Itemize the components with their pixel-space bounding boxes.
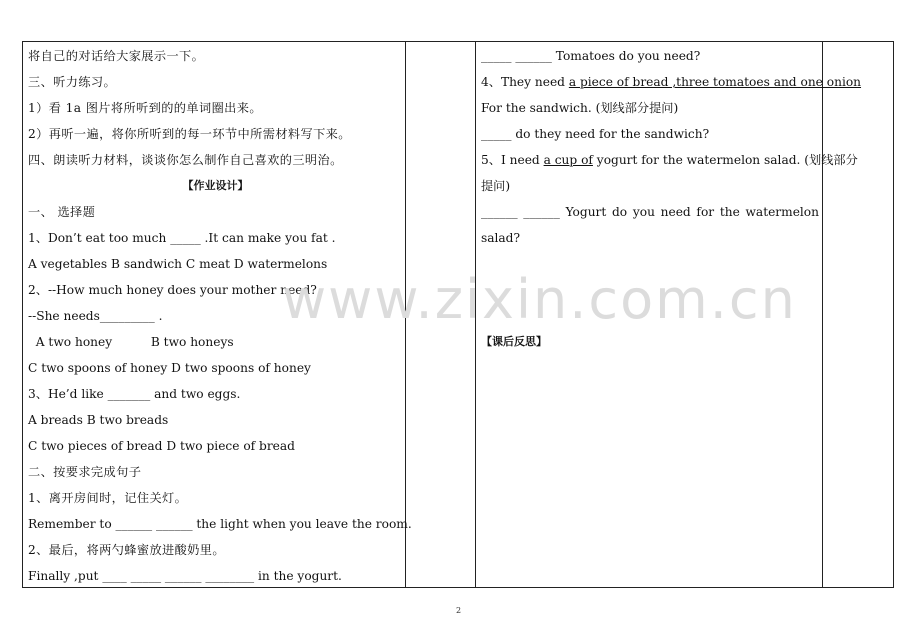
text-line: 1、离开房间时，记住关灯。	[28, 491, 188, 505]
section-heading: 四、朗读听力材料，谈谈你怎么制作自己喜欢的三明治。	[28, 153, 343, 167]
section-heading: 三、听力练习。	[28, 75, 117, 89]
question-line: For the sandwich. (划线部分提问)	[481, 101, 679, 115]
page-number: 2	[456, 606, 462, 615]
question-line	[481, 74, 862, 90]
text-line: 2）再听一遍，将你所听到的每一环节中所需材料写下来。	[28, 127, 351, 141]
question-line: Remember to ______ ______ the light when you leave the room.	[28, 517, 412, 531]
text-fragment: 4、They need	[481, 75, 569, 89]
option-line: C two pieces of bread D two piece of bread	[28, 439, 295, 453]
text-line: 将自己的对话给大家展示一下。	[28, 49, 205, 63]
question-line: Finally ,put ____ _____ ______ ________ in the yogurt.	[28, 569, 342, 583]
watermark: www.zixin.com.cn	[282, 268, 797, 331]
text-line: 1）看 1a 图片将所听到的的单词圈出来。	[28, 101, 262, 115]
section-heading: 一、 选择题	[28, 205, 96, 219]
option-line: A vegetables B sandwich C meat D watermelons	[28, 257, 328, 271]
question-line: --She needs_________ .	[28, 309, 163, 323]
question-line: ______ ______ Yogurt do you need for the watermelon	[481, 205, 819, 219]
question-line: _____ do they need for the sandwich?	[481, 127, 710, 141]
option-line: C two spoons of honey D two spoons of honey	[28, 361, 311, 375]
question-line: salad?	[481, 231, 521, 245]
question-line: 3、He’d like _______ and two eggs.	[28, 387, 241, 401]
text-line: 2、最后，将两勺蜂蜜放进酸奶里。	[28, 543, 225, 557]
question-line: 提问)	[481, 179, 511, 193]
underlined-text: a piece of bread ,three tomatoes and one onion	[568, 75, 862, 89]
question-line	[481, 152, 858, 168]
text-fragment: 5、I need	[481, 153, 544, 167]
question-line: _____ ______ Tomatoes do you need?	[481, 49, 701, 63]
question-line: 2、--How much honey does your mother need?	[28, 283, 317, 297]
option-line: A two honey B two honeys	[28, 335, 234, 349]
column-divider	[822, 42, 823, 587]
section-heading: 二、按要求完成句子	[28, 465, 142, 479]
reflection-heading: 【课后反思】	[481, 335, 547, 348]
question-line: 1、Don’t eat too much _____ .It can make you fat .	[28, 231, 336, 245]
option-line: A breads B two breads	[28, 413, 169, 427]
text-fragment: yogurt for the watermelon salad. (划线部分	[592, 153, 858, 167]
underlined-text: a cup of	[543, 153, 593, 167]
homework-heading: 【作业设计】	[182, 179, 249, 192]
